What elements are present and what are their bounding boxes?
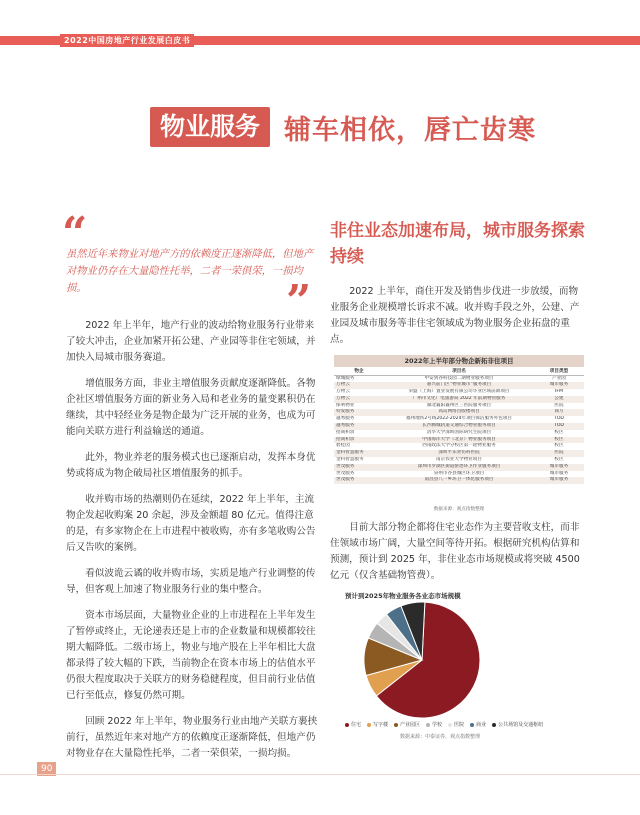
legend-item [448, 721, 464, 728]
table-row [334, 396, 584, 403]
table-row [334, 437, 584, 444]
table-cell: TOD [534, 423, 584, 430]
table-cell: 城市服务 [534, 477, 584, 484]
table-cell: 碧桂园 [336, 443, 350, 449]
table-cell: 校区 [554, 443, 564, 449]
table-row [334, 477, 584, 484]
legend-label: 住宅 [351, 722, 362, 728]
chart-legend [345, 721, 585, 728]
table-cell: 越秀服务 [336, 416, 355, 422]
table-cell: 万物云 [334, 396, 384, 403]
table-cell: 金科智慧服务 [334, 450, 384, 457]
legend-swatch [367, 723, 371, 727]
table-cell: 世茂服务 [334, 477, 384, 484]
table-cell: 校区 [554, 457, 564, 463]
table-header: 物企 [334, 368, 384, 375]
table-cell: 越秀服务 [334, 423, 384, 430]
table-row [334, 457, 584, 464]
table-cell: 西南政法大学分校区第一轮物业服务 [422, 443, 496, 449]
legend-item [492, 721, 543, 728]
table-cell: 中安到谷科技园二期物业服务项目 [424, 375, 494, 381]
chart-title: 预计到2025年物业服务各业态市场规模 [345, 592, 461, 600]
legend-label: 商业 [476, 722, 487, 728]
table-cell: 南昌县八一乡环卫一体化服务项目 [384, 477, 534, 484]
table-cell: 荣盛（上海）置业发展有限公司毕业区域前期项目 [408, 389, 510, 395]
legend-item [426, 721, 442, 728]
paragraph: 增值服务方面，非业主增值服务贡献度逐渐降低。各物企社区增值服务方面的新业务入局和老业务的量变累积仍在继续，其中轻经业务是物企最为广泛开展的业务，也成为可能向关联方进行利益输送的通道。 [66, 378, 316, 437]
paragraph: 资本市场层面，大量物业企业的上市进程在上半年发生了暂停或终止，无论递表还是上市的企业数量和规模都较往期大幅降低。二级市场上，物业与地产股在上半年相比大盘都录得了较大幅的下跌，当前物企在资本市场上的估值水平仍很大程度取决于关联方的财务稳健程度，但目前行业估值已行至低点，修复仍然可期。 [66, 610, 316, 701]
right-body: 目前大部分物企都将住宅业态作为主要营收支柱，而非住领域市场广阔，大量空间等待开拓。根据研究机构估算和预测，预计到 2025 年，非住业态市场规模或将突破 4500 亿元（仅含基础物管费）。 [330, 522, 580, 581]
table-cell: 世茂服务 [336, 470, 355, 476]
table-cell: 公建 [534, 396, 584, 403]
table-cell: 泉州市谷县城区环卫项目 [433, 470, 485, 476]
pull-quote: 虽然近年来物业对地产方的依赖度正逐渐降低，但地产对物业仍存在大量隐性托举，二者一荣俱荣，一损均损。 [66, 248, 314, 294]
table-cell: 福州地铁2号线2022-2024年项目保洁服务外包项目 [405, 416, 513, 422]
table-cell: 招商积余 [334, 437, 384, 444]
table-cell: 万物云 [334, 382, 384, 389]
legend-item [470, 721, 486, 728]
legend-swatch [345, 723, 349, 727]
left-column [66, 318, 318, 772]
table-cell: 嘉兴前门区“物业城市”服务项目 [384, 382, 534, 389]
table-cell: 清华大学深圳国际研究生院项目 [426, 429, 492, 435]
legend-label: 医院 [454, 722, 465, 728]
table-cell: 产业园 [552, 375, 566, 381]
table-row [334, 382, 584, 389]
open-quote-icon: “ [62, 208, 88, 259]
table-cell: 万物云 [336, 389, 350, 395]
table-cell: 特发服务 [334, 409, 384, 416]
table-row [334, 430, 584, 437]
section-banner [150, 107, 536, 147]
legend-item [345, 721, 361, 728]
projects-table [334, 368, 584, 484]
legend-item [367, 721, 388, 728]
paragraph: 收并购市场的热潮则仍在延续，2022 年上半年，主流物企发起收购案 20 余起，涉及金额超 80 亿元。值得注意的是，有多家物企在上市进程中被收购，亦有多笔收购公告后又告吹的案例。 [66, 494, 316, 553]
section-subtitle: 辅车相依，唇亡齿寒 [284, 114, 537, 146]
paragraph: 看似波诡云谲的收并购市场，实质是地产行业调整的传导，但客观上加速了物业服务行业的集中整合。 [66, 568, 316, 595]
page-number: 90 [37, 762, 56, 776]
table-cell: 高岛网络出版楼项目 [384, 409, 534, 416]
legend-label: 产业园区 [400, 722, 421, 728]
table-cell: 广州市文化广电旅游局 2022 年前期物管服务 [384, 396, 534, 403]
table-row [334, 450, 584, 457]
right-intro: 2022 上半年，商住开发及销售步伐进一步放缓，而物业服务企业规模增长诉求不减。收并购手段之外，公建、产业园及城市服务等非住宅领域成为物业服务企业拓盘的重点。 [330, 286, 580, 345]
table-cell: 湖北襄阳襄州区三医院服务项目 [426, 402, 492, 408]
table-cell: 长沙腾城轨道交通综合物业服务项目 [384, 423, 534, 430]
table-row [334, 403, 584, 410]
bottom-rule [0, 774, 640, 775]
pie-chart [330, 598, 580, 723]
table-row [334, 416, 584, 423]
paragraph: 此外，物业养老的服务模式也已逐渐启动，发挥本身优势或将成为物企破局社区增值服务的抓手。 [66, 452, 316, 479]
table-cell: 商写 [534, 409, 584, 416]
table-header: 项目名 [384, 368, 534, 375]
table-row [334, 375, 584, 382]
table-cell: TOD [554, 416, 564, 422]
table-cell: IFM [555, 389, 563, 395]
table-row [334, 443, 584, 450]
table-cell: 校区 [534, 437, 584, 444]
table-cell: 校区 [554, 429, 564, 435]
table-cell: 医院 [554, 402, 564, 408]
legend-swatch [426, 723, 430, 727]
legend-swatch [492, 723, 496, 727]
close-quote-icon: ” [286, 276, 312, 327]
legend-label: 学校 [432, 722, 443, 728]
table-header: 项目类型 [534, 368, 584, 375]
table-cell: 世茂服务 [334, 464, 384, 471]
legend-swatch [448, 723, 452, 727]
legend-label: 写字楼 [373, 722, 389, 728]
table-row [334, 423, 584, 430]
table-row [334, 389, 584, 396]
table-header-row [334, 368, 584, 375]
paragraph: 回顾 2022 年上半年，物业服务行业由地产关联方裹挟前行，虽然近年来对地产方的依赖度正逐渐降低，但地产仍对物业存在大量隐性托举，二者一荣俱荣，一损均损。 [66, 716, 318, 759]
header-label: 2022中国房地产行业发展白皮书 [60, 34, 194, 47]
table-cell: 保利物业 [336, 402, 355, 408]
table-cell: 城市服务 [549, 470, 569, 476]
section-tag: 物业服务 [150, 107, 270, 147]
table-cell: 南京农业大学物业项目 [436, 457, 482, 463]
table-cell: 城市服务 [534, 382, 584, 389]
table-row [334, 471, 584, 478]
table-cell: 金科智慧服务 [336, 457, 364, 463]
table-cell: 中国海洋大学（北京）物业服务项目 [384, 437, 534, 444]
table-cell: 招商积余 [336, 429, 355, 435]
table-row [334, 464, 584, 471]
legend-swatch [470, 723, 474, 727]
chart-source: 数据来源：中泰证券、观点指数整理 [400, 734, 481, 740]
legend-item [394, 721, 420, 728]
legend-swatch [394, 723, 398, 727]
table-cell: 医院 [534, 450, 584, 457]
table-cell: 深圳市罗湖区街道驱逐环卫作业服务项目 [384, 464, 534, 471]
legend-label: 公共场馆及交通枢纽 [498, 722, 544, 728]
table-title: 2022年上半年部分物企新拓非住项目 [334, 355, 584, 367]
table-row [334, 409, 584, 416]
table-cell: 深圳平乐骨伤科医院 [384, 450, 534, 457]
right-heading: 非住业态加速布局，城市服务探索持续 [330, 221, 585, 267]
table-cell: 绿城服务 [336, 375, 355, 381]
table-cell: 城市服务 [534, 464, 584, 471]
paragraph: 2022 年上半年，地产行业的波动给物业服务行业带来了较大冲击，企业加紧开拓公建、产业园等非住宅领域，并加快入局城市服务赛道。 [66, 320, 316, 363]
table-source: 数据来源：观点指数整理 [433, 507, 485, 512]
